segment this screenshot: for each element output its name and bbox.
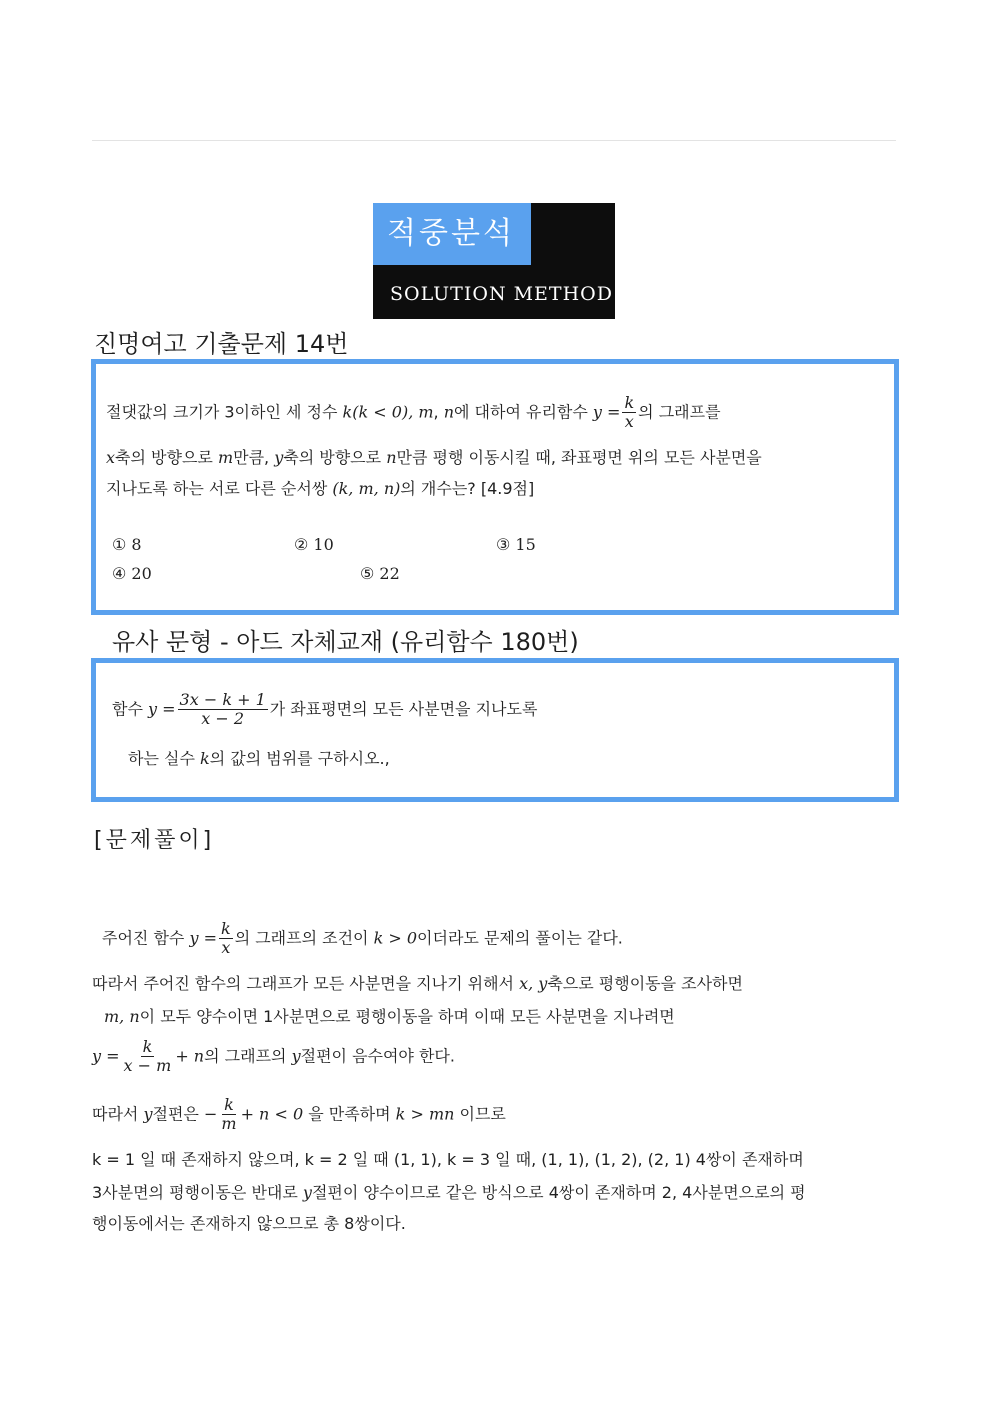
problem-line-3 [106,479,534,500]
text: , [433,402,444,422]
similar-problem-box [91,658,899,802]
text: 따라서 주어진 함수의 그래프가 모든 사분면을 지나기 위해서 [92,974,520,993]
top-divider [92,140,896,141]
text: 이므로 [454,1104,506,1124]
math: n [443,402,455,422]
text: 축의 방향으로 [283,448,387,467]
text: 함수 [112,699,148,719]
text: 절편이 양수이므로 같은 방식으로 4쌍이 존재하며 2, 4사분면으로의 평 [311,1183,806,1202]
similar-problem-line-1 [112,691,537,729]
math: k [342,402,353,422]
frac-den: x [624,412,634,432]
section1-heading: 진명여고 기출문제 14번 [94,330,349,358]
math: m, n [104,1007,140,1026]
text: 절편은 [152,1104,204,1124]
text: 만큼 평행 이동시킬 때, 좌표평면 위의 모든 사분면을 [396,448,762,467]
text: 따라서 [92,1104,144,1124]
math: y [274,448,284,467]
choice-1: ① 8 [112,535,142,554]
text: 의 그래프의 조건이 [234,928,374,948]
choice-3: ③ 15 [496,535,536,554]
frac-den: x − 2 [201,709,245,729]
text: 축으로 평행이동을 조사하면 [547,974,743,993]
math: x [106,448,116,467]
section2-heading: 유사 문형 - 아드 자체교재 (유리함수 180번) [112,628,579,656]
frac-num: k [624,393,635,412]
banner-title: 적중분석 [373,203,531,265]
fraction [219,1096,238,1134]
text: 축의 방향으로 [115,448,218,467]
math: m [418,402,434,422]
frac-num: k [142,1037,153,1056]
text: 주어진 함수 [102,928,190,948]
fraction [219,920,233,958]
similar-problem-line-2 [128,749,390,770]
math: n [386,448,397,467]
math: y = [592,402,621,422]
text: 절댓값의 크기가 3이하인 세 정수 [106,402,343,422]
text: 의 그래프를 [638,402,721,422]
text: 에 대하여 유리함수 [454,402,593,422]
math: x, y [519,974,548,993]
text: 절편이 음수여야 한다. [300,1046,455,1066]
math: + n < 0 [240,1104,304,1124]
fraction-rational [178,691,268,729]
solution-p2 [92,974,743,995]
text: 을 만족하며 [303,1104,396,1124]
math: k > mn [395,1104,455,1124]
fraction-k-over-x [622,394,636,432]
math: − [203,1104,218,1124]
solution-p8: 행이동에서는 존재하지 않으므로 총 8쌍이다. [92,1214,406,1233]
math: y = [92,1046,120,1066]
text: 가 좌표평면의 모든 사분면을 지나도록 [269,699,538,719]
exam-problem-box [91,359,899,615]
banner-subtitle: SOLUTION METHOD [390,283,613,305]
text: 의 개수는? [4.9점] [400,479,535,498]
math: y [291,1046,301,1066]
math: (k < 0), [352,402,419,422]
text: 의 값의 범위를 구하시오., [209,749,390,768]
solution-p3 [104,1007,675,1028]
math: k [200,749,210,768]
choice-4: ④ 20 [112,564,152,583]
frac-den: x − m [123,1056,172,1076]
solution-p1 [102,920,623,958]
solution-method-banner [373,203,615,319]
math: y = [189,928,217,948]
text: 이 모두 양수이면 1사분면으로 평행이동을 하며 이때 모든 사분면을 지나려면 [139,1007,675,1026]
text: 3사분면의 평행이동은 반대로 [92,1183,303,1202]
fraction [122,1038,174,1076]
frac-den: x [221,938,231,958]
math: k > 0 [373,928,418,948]
math: (k, m, n) [332,479,401,498]
solution-p7 [92,1183,806,1204]
text: 지나도록 하는 서로 다른 순서쌍 [106,479,333,498]
math: y [143,1104,153,1124]
solution-p5 [92,1096,506,1134]
math: y [302,1183,312,1202]
solution-p4 [92,1038,455,1076]
text: 이더라도 문제의 풀이는 같다. [417,928,623,948]
math: + n [175,1046,205,1066]
problem-line-2 [106,448,762,469]
problem-line-1 [106,394,721,432]
frac-num: k [224,1095,234,1114]
frac-num: 3x − k + 1 [179,690,266,709]
text: 만큼, [233,448,275,467]
frac-num: k [220,919,231,938]
solution-heading: [문제풀이] [94,828,215,853]
math: m [217,448,234,467]
text: 하는 실수 [128,749,200,768]
text: 의 그래프의 [204,1046,292,1066]
choice-5: ⑤ 22 [360,564,400,583]
math: y = [148,699,176,719]
solution-p6: k = 1 일 때 존재하지 않으며, k = 2 일 때 (1, 1), k = 3 일 때, (1, 1), (1, 2), (2, 1) 4쌍이 존재하며 [92,1150,804,1169]
frac-den: m [221,1114,237,1134]
choice-2: ② 10 [294,535,334,554]
